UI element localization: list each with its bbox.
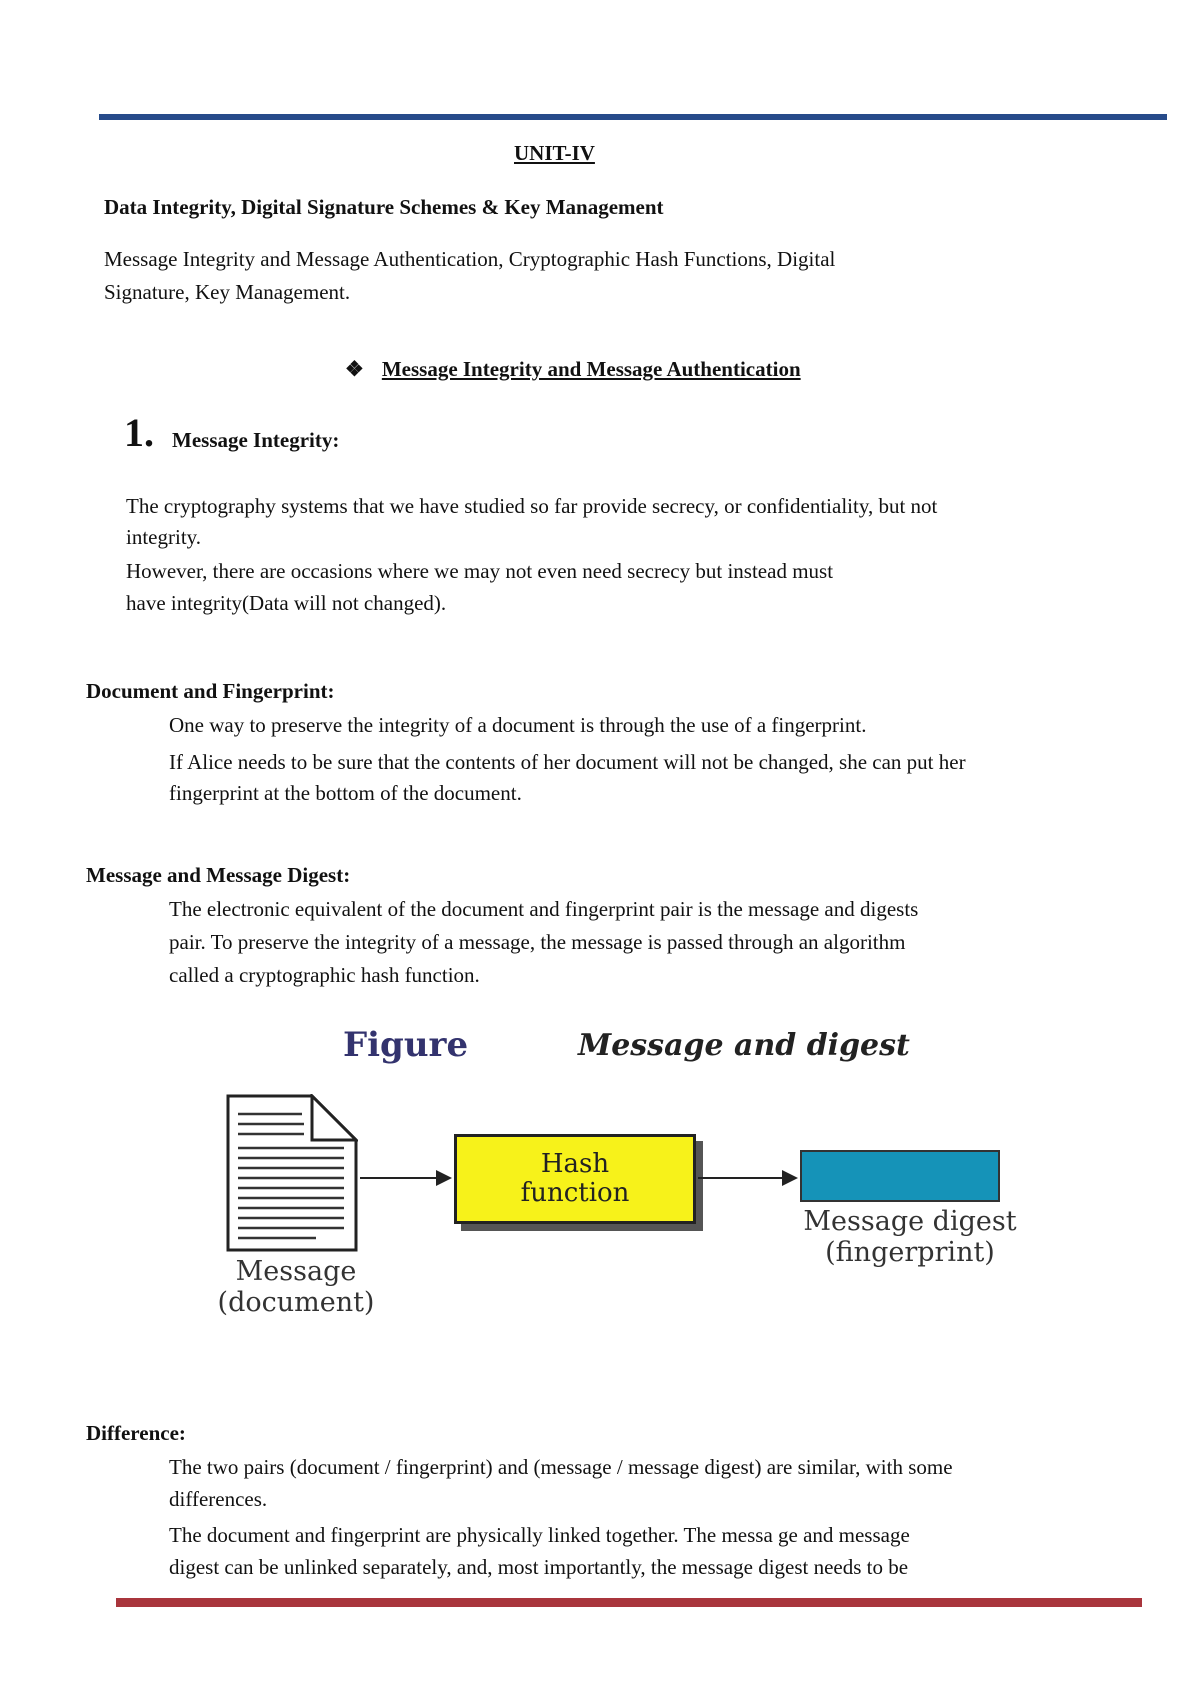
hash-label-line-2: function xyxy=(520,1178,630,1208)
difference-line-2: differences. xyxy=(169,1487,268,1511)
message-digest-line-3: called a cryptographic hash function. xyxy=(169,963,480,987)
integrity-para-2-line-2: have integrity(Data will not changed). xyxy=(126,591,447,615)
difference-line-4: digest can be unlinked separately, and, most importantly, the message digest needs to be xyxy=(169,1555,909,1579)
message-label-line-1: Message xyxy=(235,1256,357,1287)
subtopics-line-1: Message Integrity and Message Authentication, Cryptographic Hash Functions, Digital xyxy=(104,247,836,271)
section-title: Message Integrity and Message Authentication xyxy=(381,357,801,381)
message-digest-heading: Message and Message Digest: xyxy=(86,863,351,887)
digest-label-line-1: Message digest xyxy=(803,1206,1017,1237)
header-rule xyxy=(99,114,1167,120)
hash-function-box xyxy=(454,1134,696,1224)
message-digest-box xyxy=(800,1150,1000,1202)
arrow-to-hash xyxy=(360,1177,450,1179)
message-label xyxy=(196,1256,396,1318)
integrity-para-1-line-2: integrity. xyxy=(126,525,202,549)
section-heading xyxy=(345,353,801,385)
arrow-to-digest xyxy=(698,1177,796,1179)
document-fingerprint-line-1: One way to preserve the integrity of a document is through the use of a fingerprint. xyxy=(169,713,867,737)
document-fingerprint-line-2: If Alice needs to be sure that the contents of her document will not be changed, she can put her xyxy=(169,750,966,774)
document-icon xyxy=(226,1094,358,1252)
message-digest-line-2: pair. To preserve the integrity of a message, the message is passed through an algorithm xyxy=(169,930,906,954)
message-label-line-2: (document) xyxy=(217,1287,375,1318)
hash-label-line-1: Hash xyxy=(540,1149,610,1179)
message-digest-line-1: The electronic equivalent of the document and fingerprint pair is the message and digests xyxy=(169,897,919,921)
subtopics-line-2: Signature, Key Management. xyxy=(104,280,351,304)
figure-label: Figure xyxy=(343,1025,469,1065)
document-fingerprint-line-3: fingerprint at the bottom of the document. xyxy=(169,781,522,805)
digest-label-line-2: (fingerprint) xyxy=(825,1237,995,1268)
unit-title: UNIT-IV xyxy=(514,141,595,165)
difference-line-3: The document and fingerprint are physically linked together. The messa ge and message xyxy=(169,1523,910,1547)
message-integrity-heading: Message Integrity: xyxy=(172,428,340,452)
section-number: 1. xyxy=(124,410,154,455)
figure-caption: Message and digest xyxy=(578,1028,910,1063)
difference-heading: Difference: xyxy=(86,1421,186,1445)
diamond-bullet-icon: ❖ xyxy=(345,357,364,381)
footer-rule xyxy=(116,1598,1142,1607)
document-fingerprint-heading: Document and Fingerprint: xyxy=(86,679,335,703)
integrity-para-1-line-1: The cryptography systems that we have studied so far provide secrecy, or confidentiality, but not xyxy=(126,494,938,518)
digest-label xyxy=(780,1206,1040,1268)
unit-topic: Data Integrity, Digital Signature Schemes & Key Management xyxy=(104,195,664,219)
integrity-para-2-line-1: However, there are occasions where we may not even need secrecy but instead must xyxy=(126,559,834,583)
difference-line-1: The two pairs (document / fingerprint) and (message / message digest) are similar, with some xyxy=(169,1455,953,1479)
